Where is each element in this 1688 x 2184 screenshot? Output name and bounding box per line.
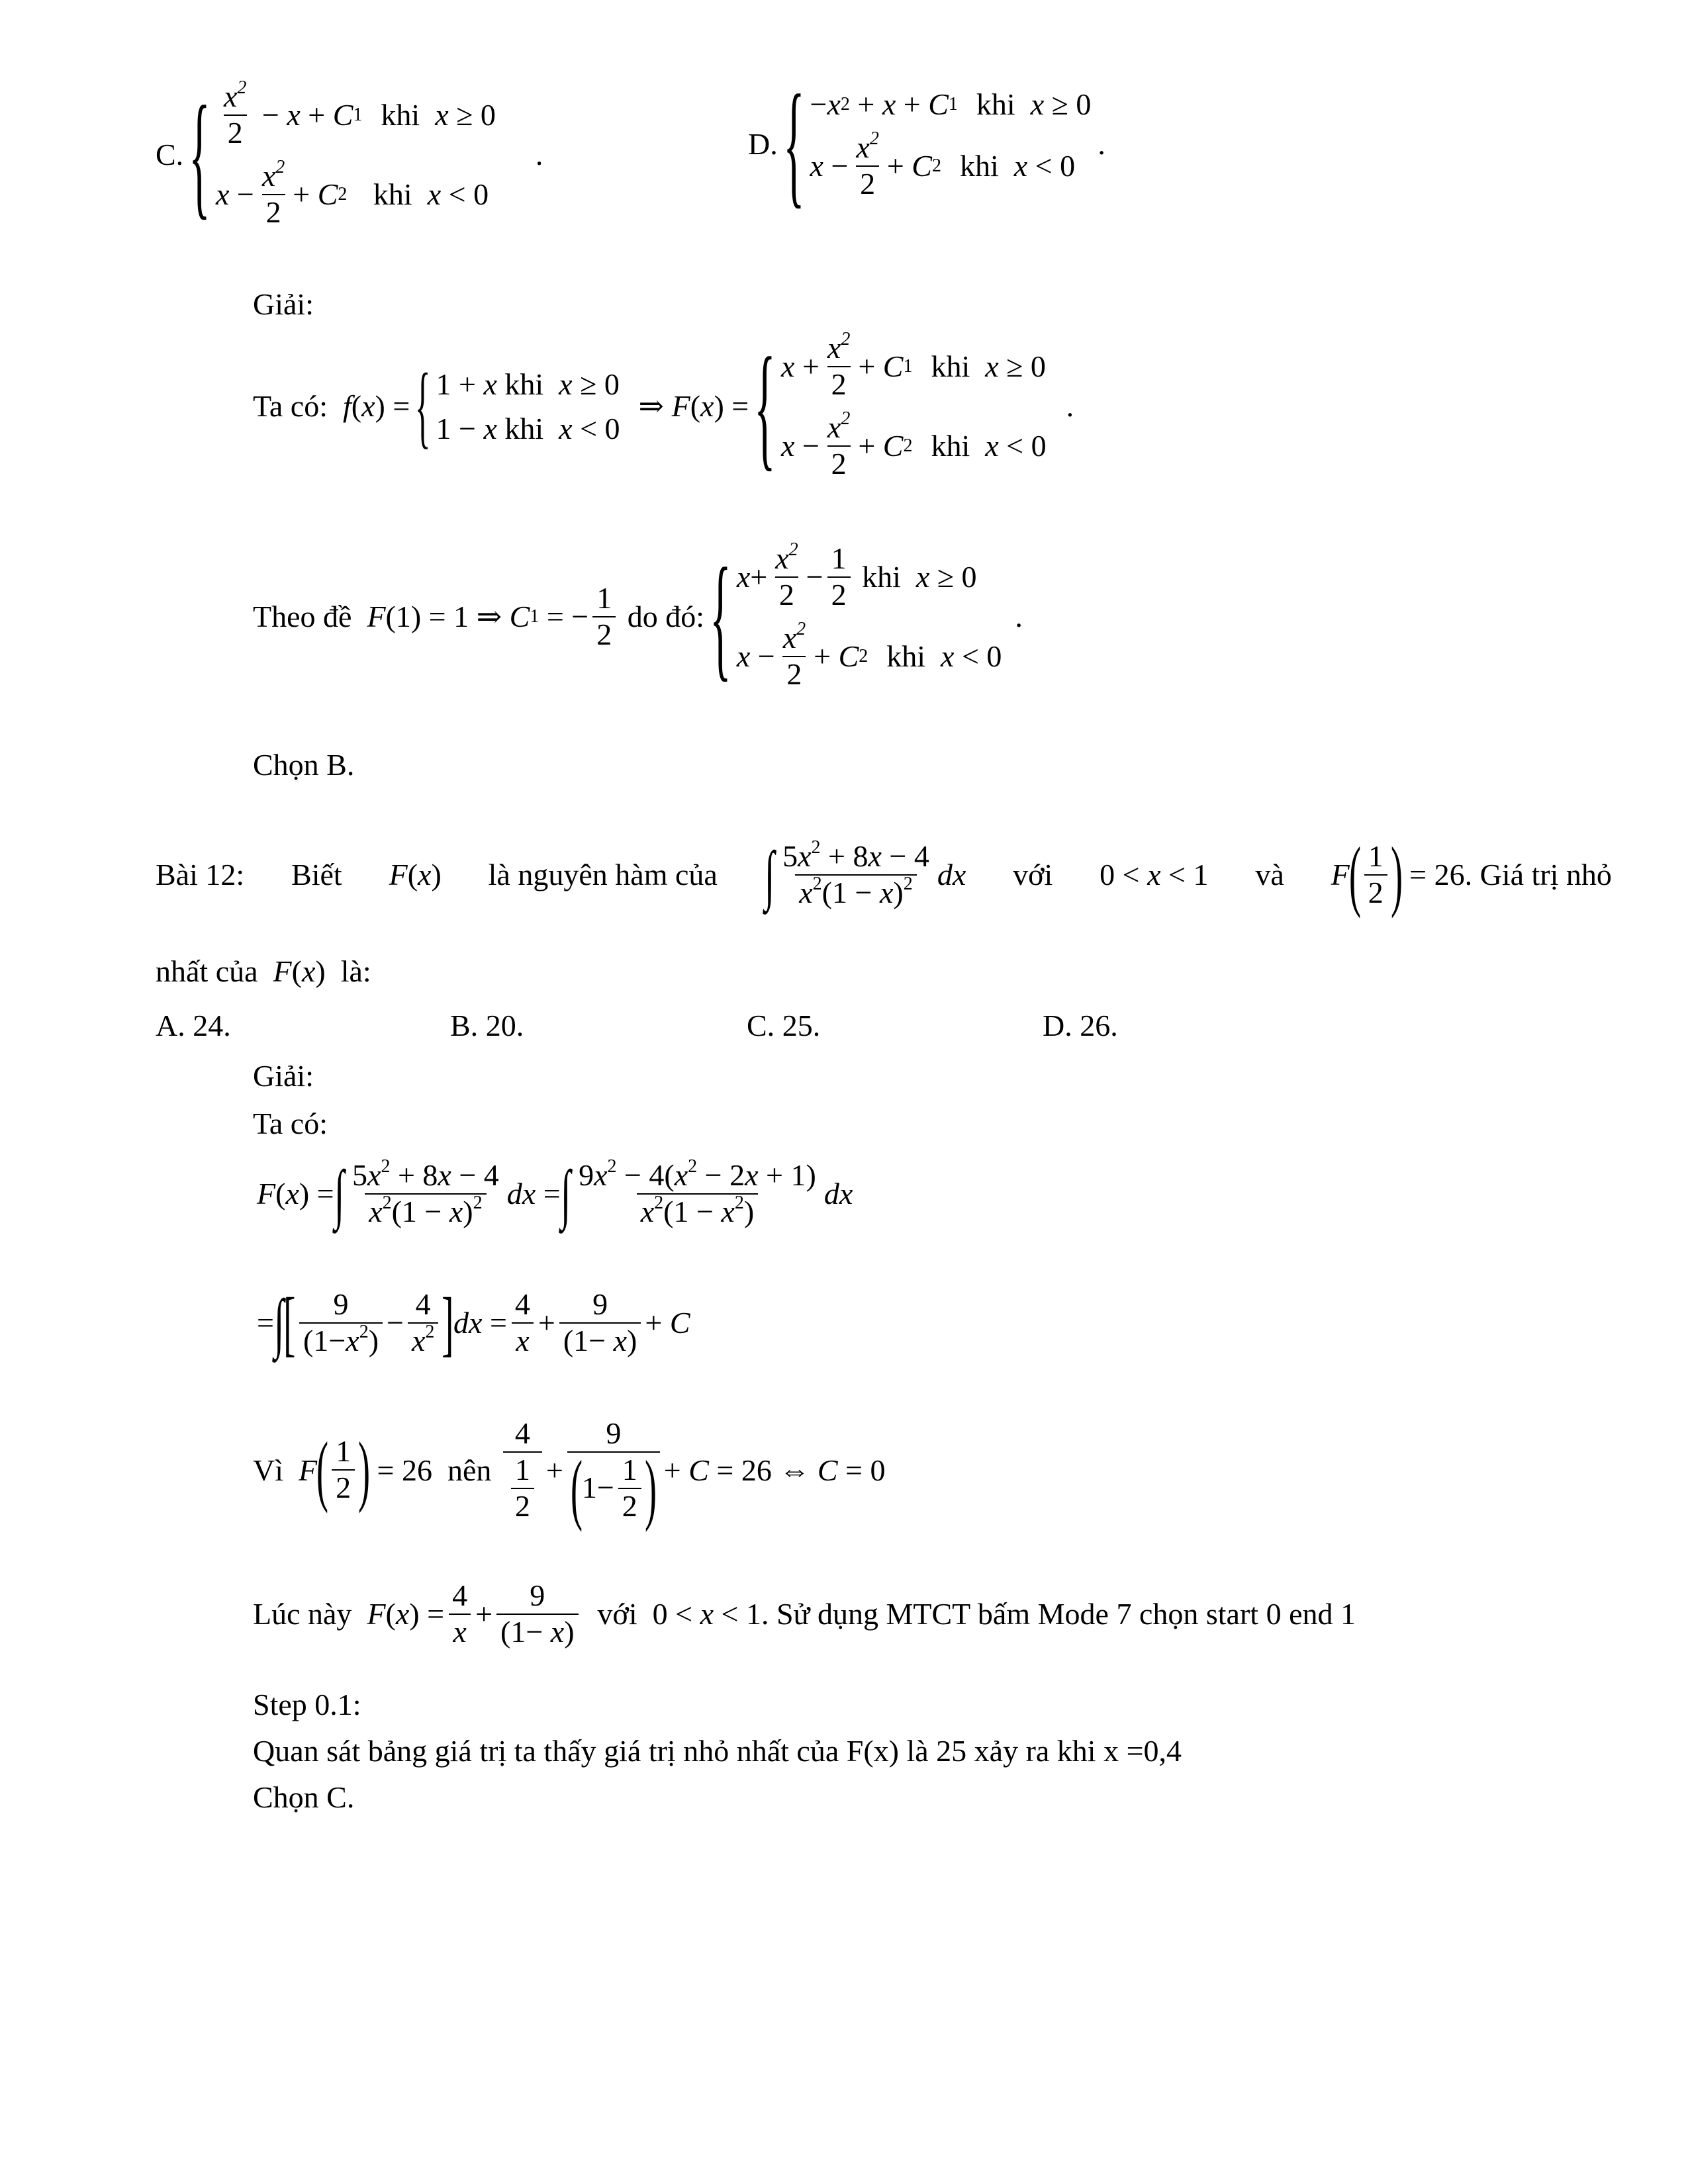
- sol2-eq2: = ∫ [ $\frac{9}{(1-x^2)}$ − $\frac{4}{x^2}$ ] dx = $\frac{4}{x}$ + $\frac{9}{(1- x)}$ + C: [257, 1282, 690, 1363]
- left-brace: {: [783, 67, 805, 221]
- sol2-eq1: F ( x ) = ∫ $\frac{5x^2 + 8x - 4}{x^2(1 - x)^2}$ dx = ∫ $\frac{9x^2 - 4(x^2 - 2x + 1)}{x^2(1 - x^2)}$ dx: [257, 1156, 853, 1230]
- sol1-chon: Chọn B.: [253, 748, 355, 782]
- bai12-option-d: D. 26.: [1043, 1009, 1118, 1042]
- bai12-option-c: C. 25.: [747, 1009, 821, 1042]
- bai12-option-a: A. 24.: [156, 1009, 231, 1042]
- bai12-option-b: B. 20.: [450, 1009, 524, 1042]
- sol2-vi-line: Vì F ( $\frac{1}{2}$ ) = 26 nên $\frac{4}{\frac{1}{2}}$ + 9 ( 1− $\frac{1}{2}$ ) + C = 26 ⇔ C = 0: [253, 1416, 886, 1532]
- sol1-giai: Giải:: [253, 287, 314, 321]
- option-d: D. { − x 2 + x + C 1 khi x ≥ 0 x − $\frac{x^2}{2}$ + C 2 khi x < 0 .: [748, 67, 1105, 221]
- option-c-cases: $\frac{x^2}{2}$ − x + C 1 khi x ≥ 0 x − $\frac{x^2}{2}$ + C 2 khi x < 0: [215, 77, 496, 229]
- option-c: C. { $\frac{x^2}{2}$ − x + C 1 khi x ≥ 0 x − $\frac{x^2}{2}$ + C 2 khi x < 0 .: [156, 77, 543, 232]
- sol2-giai: Giải:: [253, 1059, 314, 1093]
- sol2-ta-co: Ta có:: [253, 1107, 328, 1140]
- sol2-observe: Quan sát bảng giá trị ta thấy giá trị nhỏ nhất của F(x) là 25 xảy ra khi x =0,4: [253, 1734, 1182, 1768]
- sol1-theo-de-line: Theo đề F (1) = 1 ⇒ C 1 = − $\frac{1}{2}$ do đó: { x + $\frac{x^2}{2}$ − $\frac{1}{2}$ khi x ≥ 0 x − $\frac{x^2}{2}$ + C 2 khi x < 0 .: [253, 539, 1023, 694]
- sol2-step: Step 0.1:: [253, 1688, 361, 1721]
- bai12-question-line2: nhất của F(x) là:: [156, 954, 371, 988]
- left-brace: {: [189, 77, 211, 232]
- option-d-label: D.: [748, 126, 778, 161]
- option-d-cases: − x 2 + x + C 1 khi x ≥ 0 x − $\frac{x^2}{2}$ + C 2 khi x < 0: [810, 87, 1092, 201]
- bai12-label: Bài 12:: [156, 858, 245, 892]
- option-c-label: C.: [156, 138, 184, 172]
- bai12-question-line1: Bài 12: Biết F(x) là nguyên hàm của ∫ $\frac{5x^2 + 8x - 4}{x^2(1 - x)^2}$ dx với 0 < x < 1 và F ( $\frac{1}{2}$ ) = 26 . Giá trị nhỏ: [156, 830, 1612, 919]
- sol1-ta-co-line: Ta có: f ( x ) = { 1 + x khi x ≥ 0 1 − x khi x < 0 ⇒ F ( x ) = { x + $\frac{x^2}{2}$ + C 1 khi x ≥ 0 x − $\frac{x^2}{2}$ + C 2 khi x < 0 .: [253, 329, 1074, 483]
- sol2-luc-nay-line: Lúc này F ( x ) = $\frac{4}{x}$ + $\frac{9}{(1- x)}$ với 0 < x < 1 . Sử dụng MTCT bấm Mode 7 chọn start 0 end 1: [253, 1578, 1356, 1649]
- sol2-chon: Chọn C.: [253, 1780, 355, 1814]
